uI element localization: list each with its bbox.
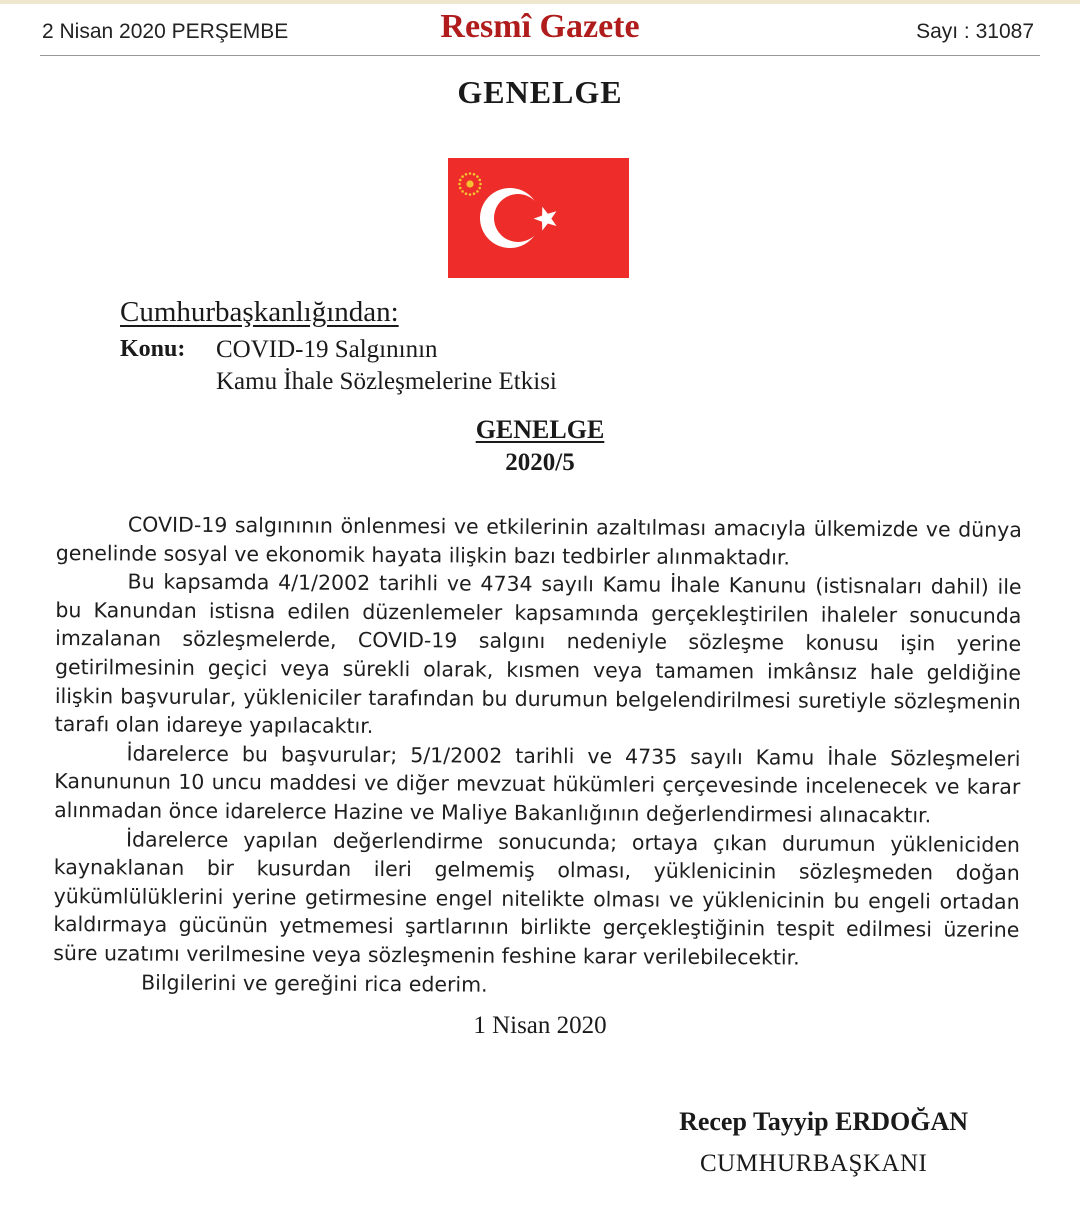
subject-line-2: Kamu İhale Sözleşmelerine Etkisi xyxy=(216,368,557,395)
masthead xyxy=(40,8,1040,52)
signing-date: 1 Nisan 2020 xyxy=(473,1012,607,1039)
subject-line-1: COVID-19 Salgınının xyxy=(216,336,438,363)
circular-body xyxy=(53,510,1022,1002)
paragraph-2: Bu kapsamda 4/1/2002 tarihli ve 4734 sayılı Kamu İhale Kanunu (istisnaları dahil) ile bu Kanundan istisna edilen düzenlemeler kapsamında gerçekleştirilen ihaleler sonucunda imzalanan sözleşmelerde, COVID-19 salgını nedeniyle sözleşme konusu işin yerine getirilmesinin geçici veya sürekli olarak, kısmen veya tamamen imkânsız hale geldiğine ilişkin başvurular, yükleniciler tarafından bu durumun belgelendirilmesi suretiyle sözleşmenin tarafı olan idareye yapılacaktır. xyxy=(54,569,1022,739)
paragraph-1: COVID-19 salgınının önlenmesi ve etkilerinin azaltılması amacıyla ülkemizde ve dünya genelinde sosyal ve ekonomik hayata ilişkin bazı tedbirler alınmaktadır. xyxy=(55,512,1022,570)
top-accent-line xyxy=(0,0,1080,4)
signer-name: Recep Tayyip ERDOĞAN xyxy=(679,1107,968,1136)
closing-line: Bilgilerini ve gereğini rica ederim. xyxy=(141,970,488,997)
page-heading: GENELGE xyxy=(457,74,623,110)
issuing-authority: Cumhurbaşkanlığından: xyxy=(120,296,399,328)
paragraph-3: İdarelerce bu başvurular; 5/1/2002 tarihli ve 4735 sayılı Kamu İhale Sözleşmeleri Kanununun 10 uncu maddesi ve diğer mevzuat hükümleri çerçevesinde incelenecek ve karar alınmadan önce idarelerce Hazine ve Maliye Bakanlığının değerlendirmesi alınacaktır. xyxy=(54,741,1021,828)
masthead-divider xyxy=(40,55,1040,56)
issue-number: Sayı : 31087 xyxy=(916,20,1034,43)
paragraph-4: İdarelerce yapılan değerlendirme sonucunda; ortaya çıkan durumun yükleniciden kaynaklanan bir kusurdan ileri gelmemiş olması, yüklenicinin sözleşmeden doğan yükümlülüklerini yerine getirmesine engel nitelikte olması ve yüklenicinin bu engeli ortadan kaldırmaya gücünün yetmemesi şartlarının birlikte gerçekleştiğinin tespit edilmesi üzerine süre uzatımı verilmesine veya sözleşmenin feshine karar verilebilecektir. xyxy=(53,826,1021,970)
gazette-title: Resmî Gazete xyxy=(440,8,640,45)
turkish-flag-icon xyxy=(448,158,629,278)
subject-label: Konu: xyxy=(120,336,186,362)
circular-title xyxy=(0,415,1080,445)
signer-title: CUMHURBAŞKANI xyxy=(700,1150,928,1177)
circular-number: 2020/5 xyxy=(505,449,575,476)
issue-date: 2 Nisan 2020 PERŞEMBE xyxy=(42,20,289,43)
circular-title-text: GENELGE xyxy=(475,415,605,444)
